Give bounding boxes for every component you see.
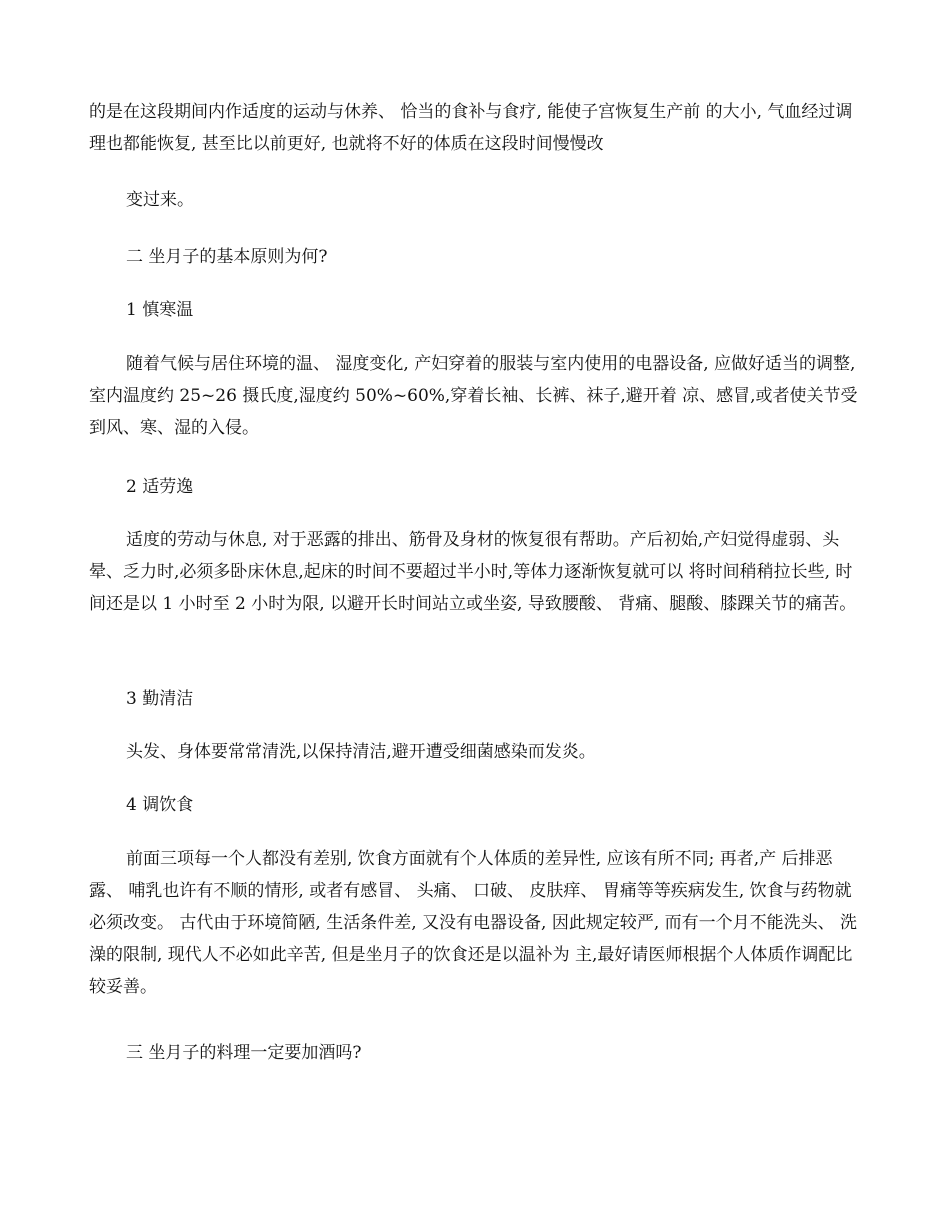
paragraph-rest: 适度的劳动与休息, 对于恶露的排出、筋骨及身材的恢复很有帮助。产后初始,产妇觉得虚弱、头晕、乏力时,必须多卧床休息,起床的时间不要超过半小时,等体力逐渐恢复就可以 将时间稍稍拉长些, 时间还是以 1 小时至 2 小时为限, 以避开长时间站立或坐姿, 导致腰酸、 背痛、腿酸、膝踝关节的痛苦。 [89, 530, 857, 614]
subheading-rest: 2 适劳逸 [126, 477, 194, 497]
paragraph-intro-end: 变过来。 [126, 190, 194, 210]
subheading-temperature: 1 慎寒温 [126, 300, 194, 320]
paragraph-intro-continued: 的是在这段期间内作适度的运动与休养、 恰当的食补与食疗, 能使子宫恢复生产前 的大小, 气血经过调理也都能恢复, 甚至比以前更好, 也就将不好的体质在这段时间慢慢改 [89, 102, 853, 154]
paragraph-diet: 前面三项每一个人都没有差别, 饮食方面就有个人体质的差异性, 应该有所不同; 再者,产 后排恶露、 哺乳也许有不顺的情形, 或者有感冒、 头痛、 口破、 皮肤痒、 胃痛等等疾病发生, 饮食与药物就必须改变。 古代由于环境简陋, 生活条件差, 又没有电器设备, 因此规定较严, 而有一个月不能洗头、 洗澡的限制, 现代人不必如此辛苦, 但是坐月子的饮食还是以温补为 主,最好请医师根据个人体质作调配比较妥善。 [89, 849, 858, 997]
paragraph-temperature: 随着气候与居住环境的温、 湿度变化, 产妇穿着的服装与室内使用的电器设备, 应做好适当的调整,室内温度约 25~26 摄氏度,湿度约 50%~60%,穿着长袖、长裤、袜子,避开着 凉、感冒,或者使关节受到风、寒、湿的入侵。 [89, 354, 858, 438]
subheading-cleanliness: 3 勤清洁 [126, 689, 194, 709]
paragraph-cleanliness: 头发、身体要常常清洗,以保持清洁,避开遭受细菌感染而发炎。 [126, 742, 596, 762]
section-heading-wine: 三 坐月子的料理一定要加酒吗? [126, 1043, 362, 1063]
section-heading-principles: 二 坐月子的基本原则为何? [126, 247, 328, 267]
subheading-diet: 4 调饮食 [126, 795, 194, 815]
